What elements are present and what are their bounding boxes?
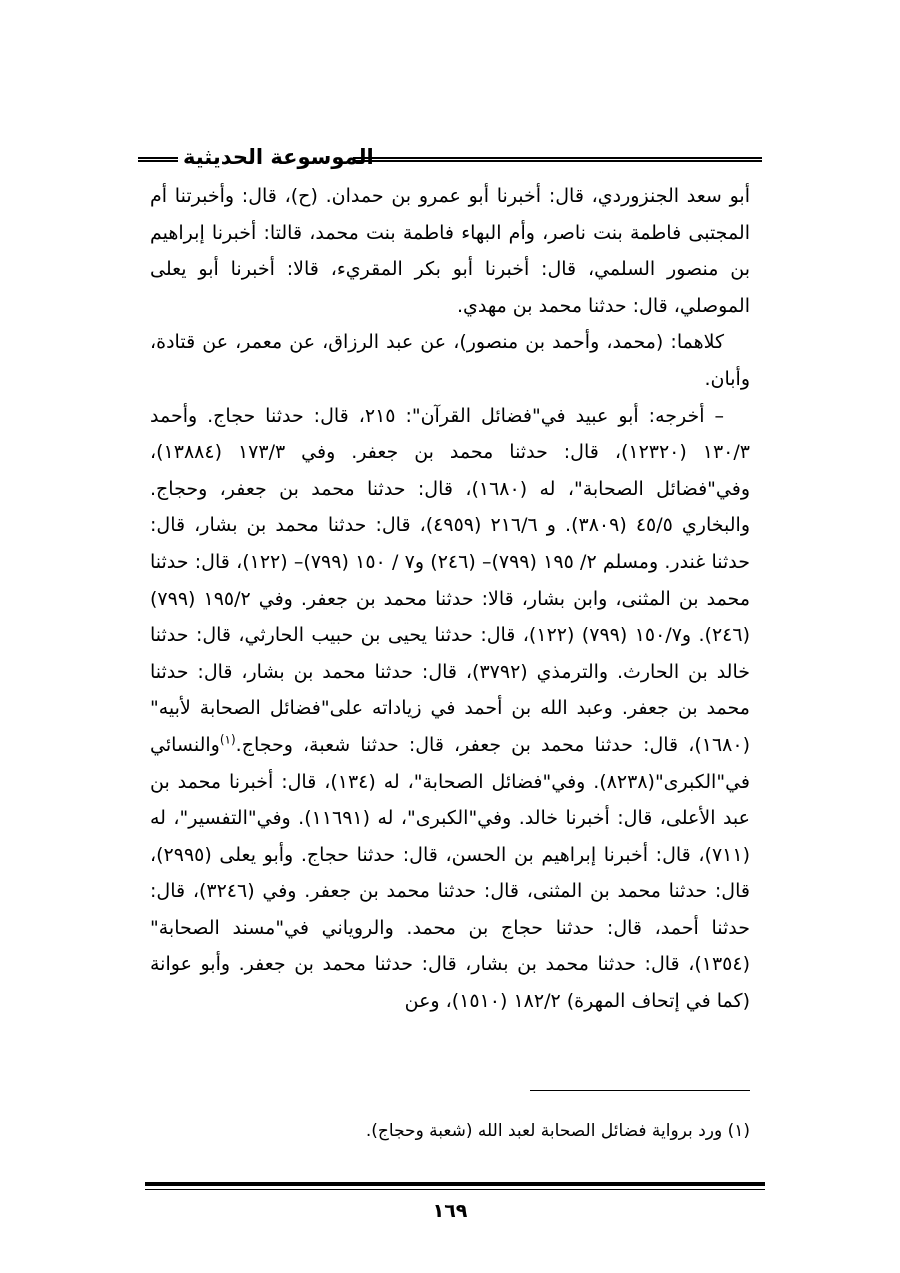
footnote-reference[interactable]: (١): [219, 732, 236, 747]
bottom-rule: [145, 1182, 765, 1190]
main-text: [150, 178, 750, 1020]
paragraph-both-of-them: كلاهما: (محمد، وأحمد بن منصور)، عن عبد الرزاق، عن معمر، عن قتادة، وأبان.: [150, 331, 750, 390]
page-number: ١٦٩: [432, 1200, 468, 1222]
footnote-separator: [530, 1090, 750, 1091]
paragraph-takhrij: [150, 398, 750, 1020]
takhrij-text-before: – أخرجه: أبو عبيد في"فضائل القرآن": ٢١٥، قال: حدثنا حجاج. وأحمد ١٣٠/٣ (١٢٣٢٠)، قال: حدثنا محمد بن جعفر. وفي ١٧٣/٣ (١٣٨٨٤)، وفي"فضائل الصحابة"، له (١٦٨٠)، قال: حدثنا محمد بن جعفر، وحجاج. والبخاري ٤٥/٥ (٣٨٠٩). و ٢١٦/٦ (٤٩٥٩)، قال: حدثنا محمد بن بشار، قال: حدثنا غندر. ومسلم ٢/ ١٩٥ (٧٩٩)– (٢٤٦) و٧ / ١٥٠ (٧٩٩)– (١٢٢)، قال: حدثنا محمد بن المثنى، وابن بشار، قالا: حدثنا محمد بن جعفر. وفي ١٩٥/٢ (٧٩٩) (٢٤٦). و١٥٠/٧ (٧٩٩) (١٢٢)، قال: حدثنا يحيى بن حبيب الحارثي، قال: حدثنا خالد بن الحارث. والترمذي (٣٧٩٢)، قال: حدثنا محمد بن بشار، قال: حدثنا محمد بن جعفر. وعبد الله بن أحمد في زياداته على"فضائل الصحابة لأبيه"(١٦٨٠)، قال: حدثنا محمد بن جعفر، قال: حدثنا شعبة، وحجاج.: [150, 404, 751, 756]
paragraph-chain: أبو سعد الجنزوردي، قال: أخبرنا أبو عمرو بن حمدان. (ح)، قال: وأخبرتنا أم المجتبى فاطمة بنت ناصر، وأم البهاء فاطمة بنت محمد، قالتا: أخبرنا إبراهيم بن منصور السلمي، قال: أخبرنا أبو بكر المقريء، قالا: أخبرنا أبو يعلى الموصلي، قال: حدثنا محمد بن مهدي.: [150, 185, 750, 317]
running-header-title: الموسوعة الحديثية: [183, 145, 374, 169]
footnote-text: (١) ورد برواية فضائل الصحابة لعبد الله (شعبة وحجاج).: [365, 1121, 750, 1141]
running-header: [138, 140, 762, 174]
header-rule-right: [353, 157, 762, 162]
takhrij-text-after: والنسائي في"الكبرى"(٨٢٣٨). وفي"فضائل الصحابة"، له (١٣٤)، قال: أخبرنا محمد بن عبد الأعلى، قال: أخبرنا خالد. وفي"الكبرى"، له (١١٦٩١). وفي"التفسير"، له (٧١١)، قال: أخبرنا إبراهيم بن الحسن، قال: حدثنا حجاج. وأبو يعلى (٢٩٩٥)، قال: حدثنا محمد بن المثنى، قال: حدثنا محمد بن جعفر. وفي (٣٢٤٦)، قال: حدثنا أحمد، قال: حدثنا حجاج بن محمد. والروياني في"مسند الصحابة"(١٣٥٤)، قال: حدثنا محمد بن بشار، قال: حدثنا محمد بن جعفر. وأبو عوانة (كما في إتحاف المهرة) ١٨٢/٢ (١٥١٠)، وعن: [150, 733, 750, 1013]
header-rule-left: [138, 157, 178, 162]
